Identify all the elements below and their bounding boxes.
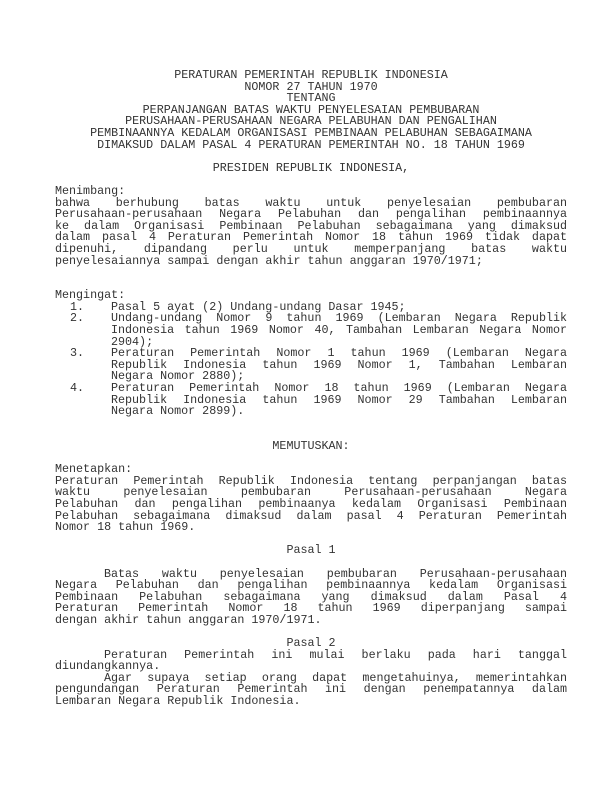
text-line: Peraturan Pemerintah Nomor 18 tahun 1969 diperpanjang sampai: [55, 601, 567, 616]
list-item-number: 2.: [70, 311, 85, 326]
list-item-number: 4.: [70, 381, 85, 396]
text-line: Pelabuhan sebagaimana dimaksud dalam pasal 4 Peraturan Pemerintah: [55, 508, 567, 523]
text-line: pengundangan Peraturan Pemerintah ini dengan penempatannya dalam: [55, 682, 567, 697]
text-line: dengan akhir tahun anggaran 1970/1971.: [55, 612, 322, 627]
text-line: Peraturan Pemerintah Republik Indonesia tentang perpanjangan batas: [55, 473, 567, 488]
menetapkan-label: Menetapkan:: [55, 462, 133, 477]
text-line: waktu penyelesaian pembubaran Perusahaan-perusahaan Negara: [55, 485, 567, 500]
text-line: diundangkannya.: [55, 659, 161, 674]
text-line: dalam pasal 4 Peraturan Pemerintah Nomor 18 tahun 1969 tidak dapat: [55, 230, 567, 245]
text-line: dipenuhi, dipandang perlu untuk memperpanjang batas waktu: [55, 241, 567, 256]
text-line: Peraturan Pemerintah Nomor 1 tahun 1969 (Lembaran Negara: [111, 346, 567, 361]
menetapkan-paragraph: [55, 473, 567, 535]
presiden-heading: [55, 160, 567, 175]
blank-line: [55, 418, 567, 430]
pasal-2-paragraph-1: [55, 647, 567, 674]
menimbang-paragraph: [55, 195, 567, 268]
memutuskan-heading-line: MEMUTUSKAN:: [272, 439, 350, 453]
text-line: Nomor 18 tahun 1969.: [55, 520, 196, 535]
text-line: Negara Nomor 2880);: [111, 369, 245, 384]
list-item: [55, 383, 567, 418]
document-content: [55, 70, 567, 708]
text-line: Perusahaan-perusahaan Negara Pelabuhan dan pengalihan pembinaannya: [55, 207, 567, 222]
list-item-number: 1.: [70, 299, 85, 314]
document-title-line: TENTANG: [286, 91, 336, 106]
text-line: 2904);: [111, 334, 154, 349]
pasal-2-heading-line: Pasal 2: [286, 636, 336, 651]
blank-line: [55, 267, 567, 279]
pasal-1-paragraph: [55, 566, 567, 627]
text-line: penyelesaiannya sampai dengan akhir tahun anggaran 1970/1971;: [55, 253, 483, 268]
mengingat-label: Mengingat:: [55, 288, 126, 303]
memutuskan-heading: [55, 441, 567, 453]
text-line: Lembaran Negara Republik Indonesia.: [55, 694, 301, 709]
text-line: Republik Indonesia tahun 1969 Nomor 1, Tambahan Lembaran: [111, 357, 567, 372]
text-line: Batas waktu penyelesaian pembubaran Perusahaan-perusahaan: [104, 566, 567, 581]
text-line: Undang-undang Nomor 9 tahun 1969 (Lembaran Negara Republik: [111, 311, 567, 326]
blank-line: [55, 279, 567, 291]
list-item-number: 3.: [70, 346, 85, 361]
text-line: Negara Pelabuhan dan pengalihan pembinaannya kedalam Organisasi: [55, 578, 567, 593]
list-item: [55, 313, 567, 348]
document-title: [55, 70, 567, 151]
text-line: Agar supaya setiap orang dapat mengetahuinya, memerintahkan: [104, 670, 567, 685]
pasal-2-paragraph-2: [55, 670, 567, 709]
text-line: Pembinaan Pelabuhan sebagaimana yang dimaksud dalam Pasal 4: [55, 589, 567, 604]
text-line: Peraturan Pemerintah Nomor 18 tahun 1969 (Lembaran Negara: [111, 381, 567, 396]
text-line: ke dalam Organisasi Pembinaan Pelabuhan sebagaimana yang dimaksud: [55, 218, 567, 233]
text-line: Pasal 5 ayat (2) Undang-undang Dasar 1945;: [111, 299, 406, 314]
document-title-line: NOMOR 27 TAHUN 1970: [244, 79, 378, 94]
text-line: Negara Nomor 2899).: [111, 404, 245, 419]
menimbang-label: Menimbang:: [55, 183, 126, 198]
pasal-1-heading-line: Pasal 1: [286, 543, 336, 558]
blank-line: [55, 174, 567, 186]
document-title-line: DIMAKSUD DALAM PASAL 4 PERATURAN PEMERINTAH NO. 18 TAHUN 1969: [97, 137, 525, 152]
text-line: Indonesia tahun 1969 Nomor 40, Tambahan Lembaran Negara Nomor: [111, 323, 567, 338]
mengingat-list: [55, 299, 567, 419]
document-title-line: PERPANJANGAN BATAS WAKTU PENYELESAIAN PEMBUBARAN: [142, 102, 480, 117]
text-line: Republik Indonesia tahun 1969 Nomor 29 Tambahan Lembaran: [111, 392, 567, 407]
text-line: bahwa berhubung batas waktu untuk penyelesaian pembubaran: [55, 195, 567, 210]
document-title-line: PERATURAN PEMERINTAH REPUBLIK INDONESIA: [174, 68, 448, 82]
pasal-1-heading: [55, 545, 567, 557]
list-item: [55, 348, 567, 383]
text-line: Pelabuhan dan pengalihan pembinaanya kedalam Organisasi Pembinaan: [55, 496, 567, 511]
document-title-line: PEMBINAANNYA KEDALAM ORGANISASI PEMBINAAN PELABUHAN SEBAGAIMANA: [90, 125, 532, 140]
presiden-heading-line: PRESIDEN REPUBLIK INDONESIA,: [212, 160, 410, 175]
document-title-line: PERUSAHAAN-PERUSAHAAN NEGARA PELABUHAN DAN PENGALIHAN: [125, 114, 497, 129]
text-line: Peraturan Pemerintah ini mulai berlaku pada hari tanggal: [104, 647, 567, 662]
